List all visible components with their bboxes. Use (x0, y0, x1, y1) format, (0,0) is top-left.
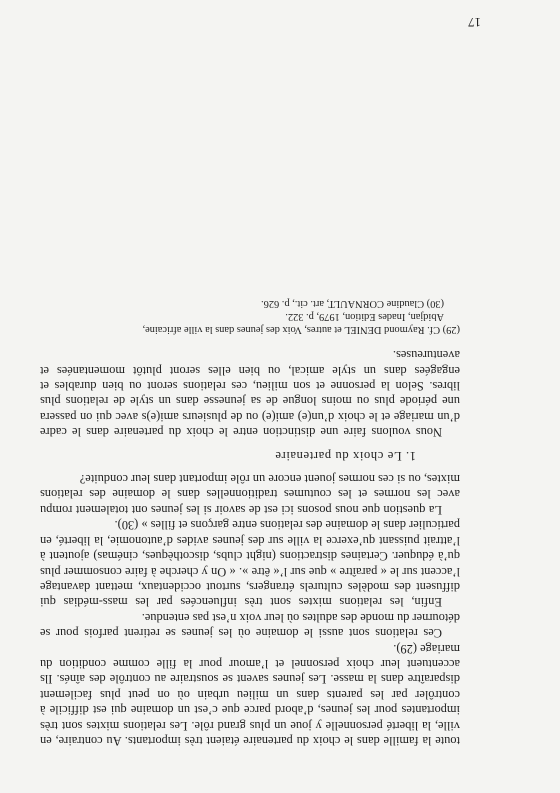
paragraph: toute la famille dans le choix du partenaire étaient très importants. Au contraire, en ville, la liberté personnelle y joue un plus grand rôle. Les relations mixtes sont très importantes pour les jeunes, d’abord parce que c’est un domaine qui est difficile à contrôler par les parents dans un milieu urbain où on peut plus facilement disparaître dans la masse. Les jeunes savent se soustraire au contrôle des aînés. Ils accentuent leur choix personnel et l’amour pour la fille comme condition du mariage (29). (40, 641, 460, 748)
footnote-29-continuation: Abidjan, Inades Edition, 1979, p. 322. (285, 311, 444, 323)
paragraph: Enfin, les relations mixtes sont très influencées par les mass-médias qui diffusent des modèles culturels étrangers, surtout occidentaux, mettant davantage l’accent sur le « paraître » que sur l’« être ». « On y cherche à faire consommer plus qu’à éduquer. Certaines distractions (night clubs, discothèques, cinémas) ajoutent à l’attrait puissant qu’exerce la ville sur des jeunes avides d’autonomie, la liberté, en particulier dans le domaine des relations entre garçons et filles » (30). (40, 518, 460, 610)
paragraph: Ces relations sont aussi le domaine où les jeunes se retirent parfois pour se détourner du monde des adultes où leur voix n’est pas entendue. (40, 610, 460, 641)
paragraph: La question que nous posons ici est de savoir si les jeunes ont totalement rompu avec les normes et les coutumes traditionnelles dans le domaine des relations mixtes, ou si ces normes jouent encore un rôle important dans leur conduite? (40, 472, 460, 517)
body-text (40, 296, 460, 748)
section-heading: 1. Le choix du partenaire (274, 448, 416, 463)
footnotes (40, 296, 460, 334)
paragraph: Nous voulons faire une distinction entre le choix du partenaire dans le cadre d’un mariage et le choix d’un(e) ami(e) ou de plusieurs ami(e)s avec qui on passera une période plus ou moins longue de sa jeunesse dans un style de relations plus libres. Selon la personne et son milieu, ces relations seront ou bien durables et engagées dans un style amical, ou bien elles seront plutôt momentanées et aventureuses. (40, 348, 460, 440)
footnote-30: (30) Claudine CORNAULT, art. cit., p. 626. (261, 298, 444, 310)
page-number: 17 (468, 15, 481, 30)
footnote-29: (29) Cf. Raymond DENIEL et autres, Voix des jeunes dans la ville africaine, (142, 323, 460, 335)
